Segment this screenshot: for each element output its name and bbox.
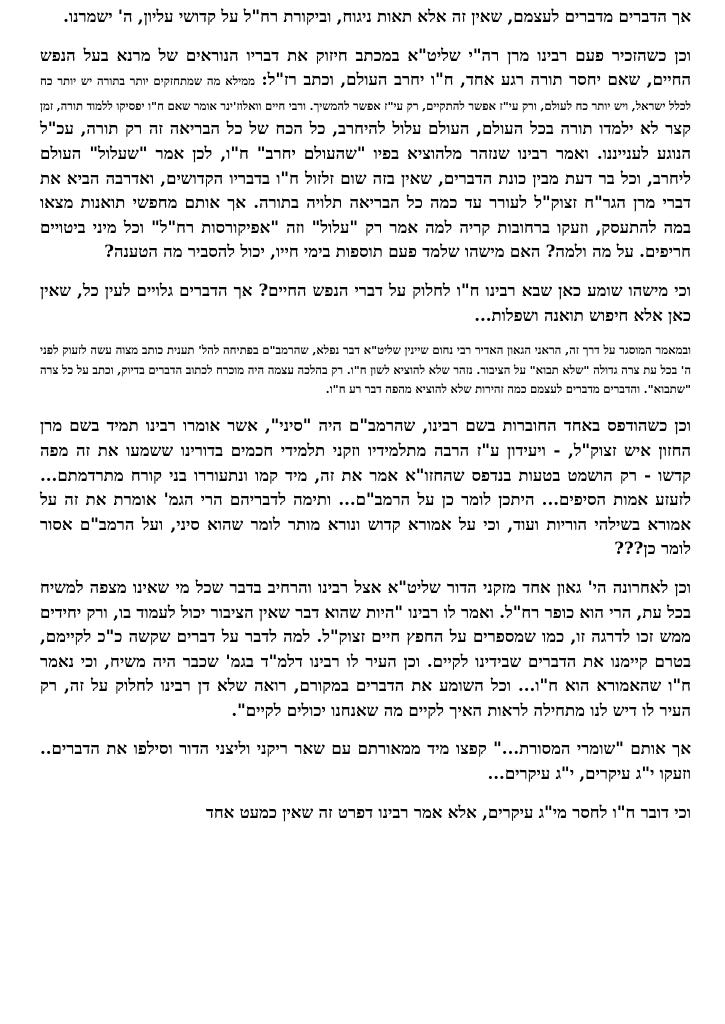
paragraph-letter-continued: קצר לא ילמדו תורה בכל העולם, העולם עלול להיחרב, כל הכח של כל הבריאה זה רק תורה, עכ"ל הנוגע לענייננו. ואמר רבינו שנזהר מלהוציא בפיו "שהעולם יחרב" ח"ו, לכן אמר "שעלול" העולם ליחרב, וכל בר דעת מבין כונת הדברים, שאין בזה שום זלזול ח"ו בדבריו הקדושים, ואדרבה הביא את דברי מרן הגר"ח זצוק"ל לעורר עד כמה כל הבריאה תלויה בתורה. אך אותם מחפשי תואנות מצאו במה להתעסק, וזעקו ברחובות קריה למה אמר רק "עלול" וזה "אפיקורסות רח"ל" וכל מיני ביטויים חריפים. על מה ולמה? האם מישהו שלמד פעם תוספות בימי חייו, יכול להסביר מה הטענה? [40, 118, 691, 262]
paragraph-critique: אך הדברים מדברים לעצמם, שאין זה אלא תאות ניגוח, וביקורת רח"ל על קדושי עליון, ה' ישמרנו. [63, 6, 691, 26]
spacer [40, 264, 691, 278]
spacer [40, 399, 691, 413]
paragraph-letter-text: וכן כשהזכיר פעם רבינו מרן רה"י שליט"א במכתב חיזוק את דבריו הנוראים של מרנא בעל הנפש החיים, שאם יחסר תורה רגע אחד, ח"ו יחרב העולם, וכתב רז"ל: [40, 44, 691, 90]
paragraph-ikarim: וכי דובר ח"ו לחסר מי"ג עיקרים, אלא אמר רבינו דפרט זה שאין כמעט אחד [205, 801, 691, 822]
paragraph-guardians: אך אותם "שומרי המסורת..." קפצו מיד ממאורתם עם שאר ריקני וליצני הדור וסילפו את הדברים.. וזעקו י"ג עיקרים, י"ג עיקרים... [40, 738, 691, 784]
inline-quote-note: ממילא מה שמתחזקים יותר בתורה יש יותר כח לכלל ישראל, ויש יותר כח לעולם, ורק עי"ז אפשר להתקיים, רק עי"ז אפשר להמשיך. ורבי חיים וואלוז'ינר אומר שאם ח"ו יפסיקו ללמוד תורה, זמן [40, 74, 691, 113]
paragraph-mashiach: וכן לאחרונה הי' גאון אחד מזקני הדור שליט"א אצל רבינו והרחיב בדבר שכל מי שאינו מצפה למשיח בכל עת, הרי הוא כופר רח"ל. ואמר לו רבינו "היות שהוא דבר שאין הציבור יכול לעמוד בו, ורק יחידים ממש זכו לדרגה זו, כמו שמספרים על החפץ חיים זצוק"ל. למה לדבר על דברים שקשה כ"כ לקיימם, בטרם קיימנו את הדברים שבידינו לקיים. וכן העיר לו רבינו דלמ"ד בגמ' שכבר היה משיח, וכי נאמר ח"ו שהאמורא הוא ח"ו... וכל השומע את הדברים במקורם, רואה שלא דן רבינו לחלוק על זה, רק העיר לו דיש לנו מתחילה לראות האיך לקיים מה שאנחנו יכולים לקיים". [40, 576, 691, 720]
paragraph-letter [40, 43, 691, 264]
paragraph-question: וכי מישהו שומע כאן שבא רבינו ח"ו לחלוק על דברי הנפש החיים? אך הדברים גלויים לעין כל, שאין כאן אלא חיפוש תואנה ושפלות... [40, 279, 691, 325]
footnote-aside: ובמאמר המוסגר על דרך זה, הראני הגאון האדיר רבי נחום שיינין שליט"א דבר נפלא, שהרמב"ם בפתיחה להל' תענית כותב מצוה עשה לזעוק לפני ה' בכל עת צרה גדולה "שלא תבוא" על הציבור. נזהר שלא להוציא לשון ח"ו. רק בהלכה עצמה היה מוכרח לכתוב הדברים בדיוק, וכתב על כל צרה "שתבוא". והדברים מדברים לעצמם כמה זהירות שלא להוציא מהפה דבר רע ח"ו. [40, 343, 691, 396]
paragraph-rambam: וכן כשהודפס באחד החוברות בשם רבינו, שהרמב"ם היה "סיני", אשר אומרו רבינו תמיד בשם מרן החזון איש זצוק"ל, - ויעידון ע"ז הרבה מתלמידיו וזקני תלמידי חכמים בדורינו ששמעו את זה מפה קדשו - רק הושמט בטעות בנדפס שהחזו"א אמר את זה, מיד קמו ונתעוררו בני קורח מתרדמתם... לזעזע אמות הסיפים... היתכן לומר כן על הרמב"ם... ותימה לדבריהם הרי הגמ' אומרת את זה על אמורא בשילהי הוריות ועוד, וכי על אמורא קדוש ונורא מותר לומר שהוא סיני, ועל הרמב"ם אסור לומר כן??? [40, 415, 691, 559]
